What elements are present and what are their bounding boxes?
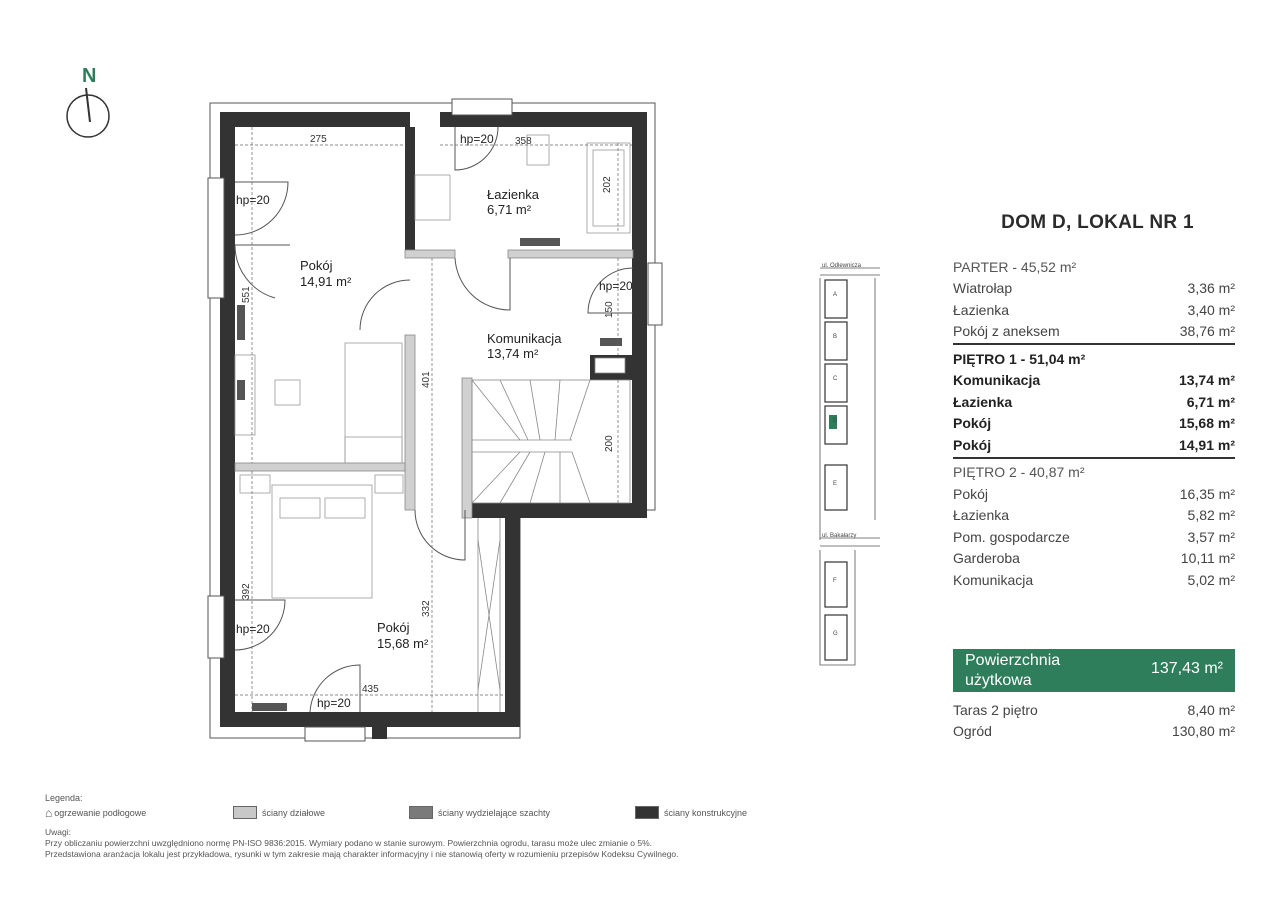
room-row-value: 3,57 m² [1187, 528, 1235, 545]
dimension-label: 200 [604, 435, 615, 452]
total-area-label: Powierzchnia użytkowa [965, 652, 1061, 689]
structural-walls [220, 112, 647, 739]
room-row-label: Wiatrołap [953, 280, 1013, 297]
room-area: 14,91 m² [300, 274, 352, 289]
room-row-label: Pom. gospodarcze [953, 528, 1070, 545]
window-height-label: hp=20 [460, 132, 494, 146]
dimension-label: 202 [602, 176, 613, 193]
extra-row-label: Ogród [953, 723, 992, 740]
floor-header [953, 256, 1235, 278]
dimension-label: 551 [241, 286, 252, 303]
unit-block [825, 322, 847, 360]
unit-label: D [833, 418, 838, 424]
extra-row [953, 721, 1235, 743]
floor-plan [205, 95, 665, 745]
extra-row-value: 130,80 m² [1171, 723, 1235, 740]
room-area: 6,71 m² [487, 202, 532, 217]
unit-label: A [833, 292, 838, 298]
partition-walls [235, 250, 633, 518]
room-row [953, 569, 1235, 591]
room-name: Pokój [377, 620, 410, 635]
room-row [953, 413, 1235, 435]
notes-title: Uwagi: [45, 827, 71, 837]
compass-north-label: N [82, 65, 97, 87]
floor-header [953, 348, 1235, 370]
extra-row-value: 8,40 m² [1187, 701, 1235, 718]
extra-row-label: Taras 2 piętro [953, 701, 1038, 718]
room-row [953, 278, 1235, 300]
room-row-value: 3,40 m² [1187, 301, 1235, 318]
legend-item-label: ściany działowe [262, 807, 326, 818]
room-row-value: 38,76 m² [1179, 323, 1235, 340]
unit-label: E [833, 481, 838, 487]
floor-header [953, 462, 1235, 484]
room-row [953, 321, 1235, 343]
legend-title: Legenda: [45, 793, 83, 803]
notes [45, 827, 805, 860]
dimension-label: 332 [421, 600, 432, 617]
street-lines [820, 268, 880, 275]
legend-item [635, 806, 747, 819]
room-row [953, 391, 1235, 413]
legend-swatch [409, 806, 433, 819]
room-row-value: 5,02 m² [1187, 571, 1235, 588]
room-row [953, 299, 1235, 321]
room-row-value: 6,71 m² [1186, 393, 1235, 410]
unit-block [825, 465, 847, 510]
plan-outer-outline [210, 103, 655, 738]
staircase [472, 380, 630, 712]
window-height-label: hp=20 [236, 193, 270, 207]
unit-label: C [833, 376, 838, 382]
legend [45, 793, 748, 820]
table-divider [953, 457, 1235, 459]
legend-item-label: ściany wydzielające szachty [438, 807, 551, 818]
notes-line: Przedstawiona aranżacja lokalu jest przykładowa, rysunki w tym zakresie mają charakter informacyjny i nie stanowią oferty w rozumieniu przepisów Kodeksu Cywilnego. [45, 849, 679, 859]
dimension-label: 150 [604, 301, 615, 318]
window-height-label: hp=20 [236, 622, 270, 636]
unit-title: DOM D, LOKAL NR 1 [1001, 212, 1194, 233]
room-row-value: 10,11 m² [1180, 550, 1235, 567]
room-row [953, 434, 1235, 456]
room-row-label: Pokój [953, 485, 989, 502]
room-area: 15,68 m² [377, 636, 429, 651]
unit-block [825, 562, 847, 607]
room-row-value: 13,74 m² [1178, 372, 1235, 389]
unit-label: G [833, 631, 838, 637]
legend-item [409, 806, 550, 819]
legend-item-label: ściany konstrukcyjne [664, 807, 748, 818]
room-row-label: Łazienka [953, 507, 1010, 524]
room-row-label: Łazienka [953, 393, 1013, 410]
legend-item [45, 806, 146, 820]
total-area-box [953, 649, 1235, 692]
room-row-label: Komunikacja [953, 571, 1034, 588]
room-row [953, 526, 1235, 548]
legend-swatch [233, 806, 257, 819]
dimension-label: 358 [515, 136, 532, 147]
area-table [953, 256, 1235, 591]
room-row-label: Pokój z aneksem [953, 323, 1060, 340]
room-name: Łazienka [487, 187, 540, 202]
compass-needle [86, 88, 90, 122]
room-row-value: 5,82 m² [1187, 507, 1235, 524]
unit-block [825, 280, 847, 318]
window-height-label: hp=20 [599, 279, 633, 293]
room-row-value: 15,68 m² [1178, 415, 1235, 432]
room-row-label: Pokój [953, 415, 992, 432]
dimension-label: 401 [421, 371, 432, 388]
room-row-value: 3,36 m² [1187, 280, 1235, 297]
street-label: ul. Bakałarzy [822, 533, 857, 539]
room-row [953, 548, 1235, 570]
site-key-map [812, 258, 882, 670]
legend-item-label: ogrzewanie podłogowe [54, 808, 147, 818]
room-name: Pokój [300, 258, 333, 273]
dimension-labels [241, 134, 615, 695]
room-area: 13,74 m² [487, 346, 539, 361]
unit-label: F [833, 578, 837, 584]
room-row-value: 14,91 m² [1178, 436, 1235, 453]
extra-row [953, 699, 1235, 721]
door-swings [235, 127, 633, 712]
window-height-labels [236, 132, 633, 710]
street-label: ul. Odlewnicza [822, 263, 862, 269]
room-row [953, 505, 1235, 527]
room-row [953, 370, 1235, 392]
furniture [235, 135, 630, 598]
north-compass [60, 60, 120, 140]
legend-swatch [635, 806, 659, 819]
total-area-value: 137,43 m² [1150, 660, 1223, 677]
windows [208, 99, 662, 741]
street-lines [820, 538, 880, 546]
room-name: Komunikacja [487, 331, 562, 346]
room-row [953, 483, 1235, 505]
unit-block [825, 364, 847, 402]
window-height-label: hp=20 [317, 696, 351, 710]
room-row-value: 16,35 m² [1179, 485, 1235, 502]
notes-line: Przy obliczaniu powierzchni uwzględniono normę PN-ISO 9836:2015. Wymiary podano w stanie surowym. Powierzchnia ogrodu, tarasu może ulec zmianie o 5%. [45, 838, 653, 848]
floor-heating-icon: ⌂ [45, 806, 53, 820]
dimension-label: 392 [241, 583, 252, 600]
legend-item [233, 806, 325, 819]
floor-header-label: PARTER - 45,52 m² [953, 258, 1077, 275]
room-row-label: Garderoba [953, 550, 1020, 567]
unit-block [825, 615, 847, 660]
dimension-label: 275 [310, 134, 327, 145]
room-row-label: Komunikacja [953, 372, 1041, 389]
floor-header-label: PIĘTRO 2 - 40,87 m² [953, 464, 1085, 481]
extra-areas [953, 699, 1235, 742]
table-divider [953, 343, 1235, 345]
room-row-label: Pokój [953, 436, 992, 453]
room-row-label: Łazienka [953, 301, 1010, 318]
radiators [237, 238, 622, 711]
dimension-lines [235, 127, 632, 712]
dimension-label: 435 [362, 684, 379, 695]
floor-header-label: PIĘTRO 1 - 51,04 m² [953, 350, 1086, 367]
unit-label: B [833, 334, 838, 340]
